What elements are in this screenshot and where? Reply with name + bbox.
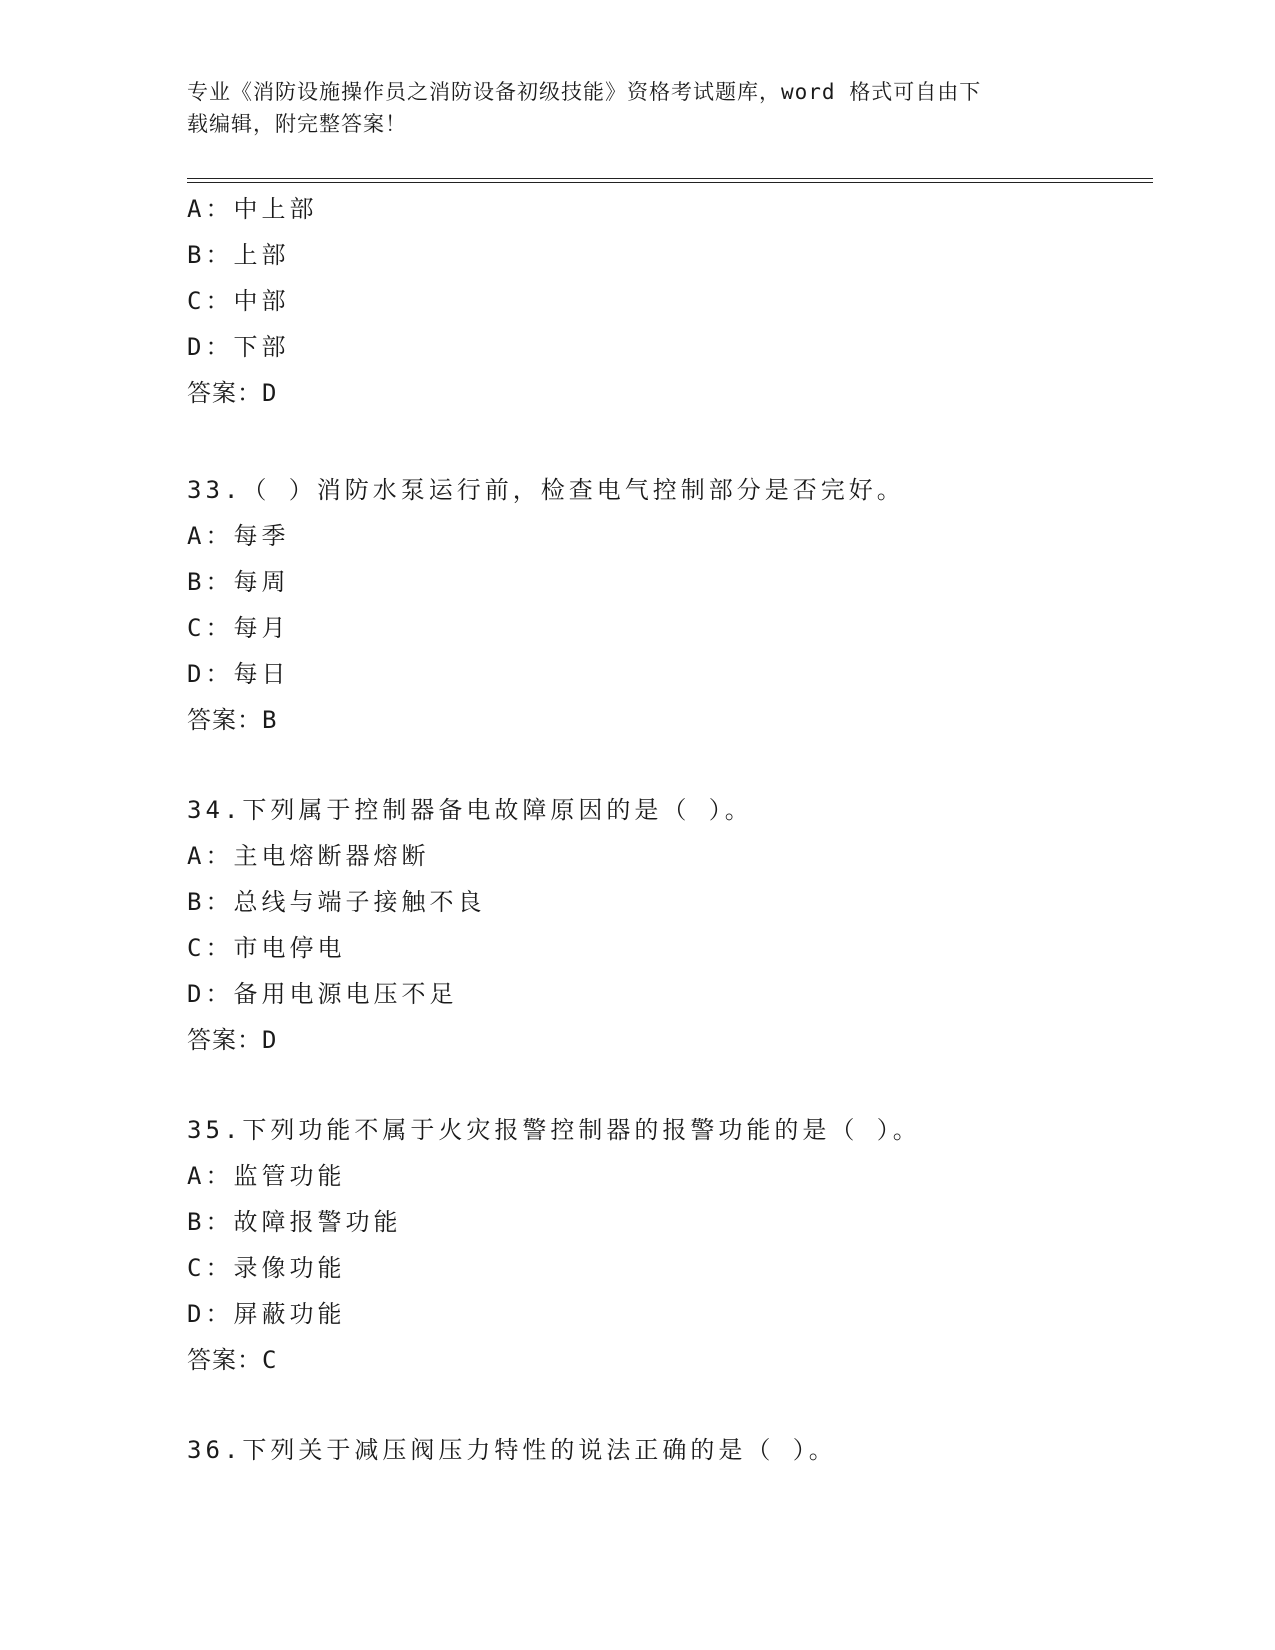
header-divider-top — [187, 178, 1153, 179]
option-c: C：中部 — [187, 287, 290, 315]
question-32-options — [187, 186, 1147, 416]
option-a: A：主电熔断器熔断 — [187, 842, 430, 870]
header-title-line-1: 专业《消防设施操作员之消防设备初级技能》资格考试题库，word 格式可自由下 — [187, 80, 982, 104]
option-b: B：总线与端子接触不良 — [187, 888, 486, 916]
header-divider-bottom — [187, 182, 1153, 183]
option-d: D：下部 — [187, 333, 290, 361]
answer: 答案：B — [187, 706, 278, 734]
question-33 — [187, 467, 1147, 743]
answer: 答案：D — [187, 379, 278, 407]
document-header — [187, 76, 1087, 140]
question-35 — [187, 1107, 1147, 1383]
option-d: D：每日 — [187, 660, 290, 688]
question-36 — [187, 1427, 1147, 1473]
option-a: A：中上部 — [187, 195, 318, 223]
header-title-line-2: 载编辑，附完整答案！ — [187, 112, 407, 136]
option-d: D：屏蔽功能 — [187, 1300, 346, 1328]
option-c: C：录像功能 — [187, 1254, 346, 1282]
option-b: B：上部 — [187, 241, 290, 269]
option-a: A：监管功能 — [187, 1162, 346, 1190]
option-b: B：每周 — [187, 568, 290, 596]
question-text: 35.下列功能不属于火灾报警控制器的报警功能的是（ ）。 — [187, 1116, 921, 1144]
question-text: 33.（ ）消防水泵运行前，检查电气控制部分是否完好。 — [187, 476, 905, 504]
option-c: C：每月 — [187, 614, 290, 642]
option-a: A：每季 — [187, 522, 290, 550]
answer: 答案：C — [187, 1346, 278, 1374]
question-text: 34.下列属于控制器备电故障原因的是（ ）。 — [187, 796, 753, 824]
question-text: 36.下列关于减压阀压力特性的说法正确的是（ ）。 — [187, 1436, 837, 1464]
option-d: D：备用电源电压不足 — [187, 980, 458, 1008]
answer: 答案：D — [187, 1026, 278, 1054]
option-c: C：市电停电 — [187, 934, 346, 962]
option-b: B：故障报警功能 — [187, 1208, 402, 1236]
question-34 — [187, 787, 1147, 1063]
